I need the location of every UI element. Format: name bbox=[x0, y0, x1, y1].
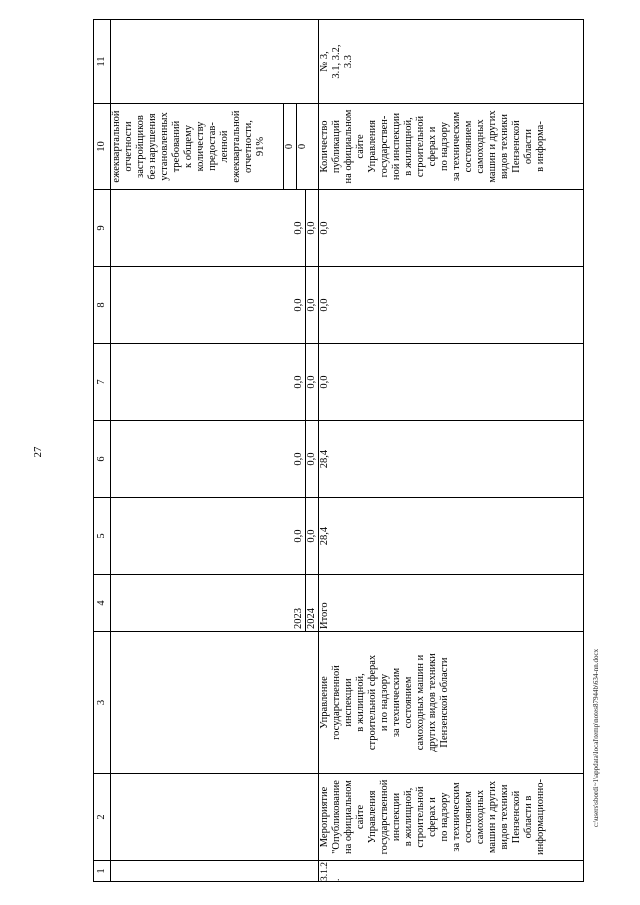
value: 0,0 bbox=[305, 498, 318, 574]
col-number-5: 5 bbox=[94, 498, 111, 575]
value: 0,0 bbox=[293, 452, 304, 466]
value: 0,0 bbox=[305, 344, 318, 420]
executor: Управление государственной инспекции в жилищной, строительной сферах и по надзору за техническим состоянием самоходных машин и других видов техники Пензенской области bbox=[319, 632, 584, 774]
col-number-1: 1 bbox=[94, 861, 111, 882]
footer-file-path: c:\users\sbordi~1\appdata\local\temp\notes87944b\634-nn.docx bbox=[592, 648, 600, 828]
col-number-11: 11 bbox=[94, 20, 111, 104]
col-number-4: 4 bbox=[94, 575, 111, 632]
col7-total: 0,0 bbox=[319, 344, 584, 421]
cell-empty bbox=[111, 20, 319, 104]
page-number: 27 bbox=[32, 446, 44, 458]
row-number: 3.1.2. bbox=[319, 861, 584, 882]
indicator-text: ежеквартальной отчетности застройщиков без нарушения установленных требований к общему количеству предостав- ленной ежеквартальной отчетности, 91% bbox=[111, 110, 266, 183]
value: 0,0 bbox=[305, 421, 318, 497]
value: 0,0 bbox=[305, 267, 318, 343]
continuation-row bbox=[111, 20, 319, 882]
value: 0,0 bbox=[293, 298, 304, 312]
years-cell bbox=[111, 575, 319, 632]
value: 0,0 bbox=[293, 529, 304, 543]
col-number-8: 8 bbox=[94, 267, 111, 344]
col9-total: 0,0 bbox=[319, 190, 584, 267]
col6-values bbox=[111, 421, 319, 498]
indicator-text: Количество публикаций на официальном сайте Управления государствен- ной инспекции в жилищной, строительной сферах и по надзору за техническим состоянием самоходных машин и других видов техники Пензенской области в информа- bbox=[319, 104, 584, 190]
col6-total: 28,4 bbox=[319, 421, 584, 498]
col5-total: 28,4 bbox=[319, 498, 584, 575]
row-3-1-2 bbox=[319, 20, 584, 882]
column-number-row bbox=[94, 20, 111, 882]
reference: № 3, 3.1, 3.2, 3.3 bbox=[319, 20, 584, 104]
col8-values bbox=[111, 267, 319, 344]
year-2023: 2023 bbox=[293, 608, 304, 629]
cell-empty bbox=[111, 774, 319, 861]
col-number-10: 10 bbox=[94, 104, 111, 190]
col-number-3: 3 bbox=[94, 632, 111, 774]
rotated-page bbox=[93, 20, 584, 882]
col9-values bbox=[111, 190, 319, 267]
year-2024: 2024 bbox=[305, 575, 318, 631]
col-number-2: 2 bbox=[94, 774, 111, 861]
value: 0,0 bbox=[305, 190, 318, 266]
col-number-7: 7 bbox=[94, 344, 111, 421]
value: 0,0 bbox=[293, 375, 304, 389]
col-number-6: 6 bbox=[94, 421, 111, 498]
indicator-cell bbox=[111, 104, 319, 190]
col8-total: 0,0 bbox=[319, 267, 584, 344]
program-table bbox=[93, 19, 584, 882]
cell-empty bbox=[111, 632, 319, 774]
year-total: Итого bbox=[319, 575, 584, 632]
value: 0 bbox=[296, 104, 309, 189]
program-table-wrapper bbox=[93, 20, 584, 882]
measure-name: Мероприятие "Опубликование на официальном сайте Управления государственной инспекции в жилищной, строительной сферах и по надзору за техническим состоянием самоходных машин и других видов техники Пензенской области в информационно- bbox=[319, 774, 584, 861]
col7-values bbox=[111, 344, 319, 421]
value: 0,0 bbox=[293, 221, 304, 235]
col5-values bbox=[111, 498, 319, 575]
value: 0 bbox=[283, 104, 296, 189]
col-number-9: 9 bbox=[94, 190, 111, 267]
cell-empty bbox=[111, 861, 319, 882]
